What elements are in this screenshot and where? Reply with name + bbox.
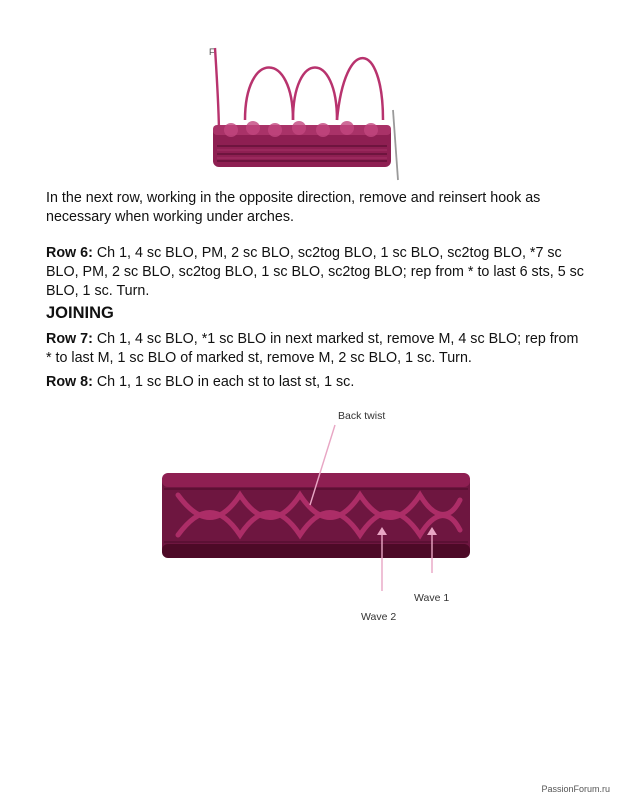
section-heading: JOINING xyxy=(46,304,114,322)
row-8-text: Ch 1, 1 sc BLO in each st to last st, 1 sc. xyxy=(92,374,355,390)
callout-back-twist: Back twist xyxy=(338,410,386,422)
row-7-label: Row 7: xyxy=(46,331,93,347)
row-7-paragraph xyxy=(46,330,586,368)
callout-wave-1: Wave 1 xyxy=(414,592,450,604)
row-8-paragraph xyxy=(46,373,586,392)
row-6-paragraph xyxy=(46,244,586,301)
row-6-label: Row 6: xyxy=(46,245,93,261)
row-8-label: Row 8: xyxy=(46,374,93,390)
intro-paragraph: In the next row, working in the opposite direction, remove and reinsert hook as necessary when working under arches. xyxy=(46,190,541,225)
watermark: PassionForum.ru xyxy=(541,784,610,794)
photo-letter: F xyxy=(209,47,215,57)
callout-wave-2: Wave 2 xyxy=(361,611,397,623)
crochet-arches-photo xyxy=(205,40,415,190)
row-6-text: Ch 1, 4 sc BLO, PM, 2 sc BLO, sc2tog BLO, 1 sc BLO, sc2tog BLO, *7 sc BLO, PM, 2 sc BLO, sc2tog BLO, 1 sc BLO, sc2tog BLO; rep from * to last 6 sts, 5 sc BLO, 1 sc. Turn. xyxy=(46,245,584,299)
row-7-text: Ch 1, 4 sc BLO, *1 sc BLO in next marked st, remove M, 4 sc BLO; rep from * to last M, 1 sc BLO of marked st, remove M, 2 sc BLO, 1 sc. Turn. xyxy=(46,331,579,366)
